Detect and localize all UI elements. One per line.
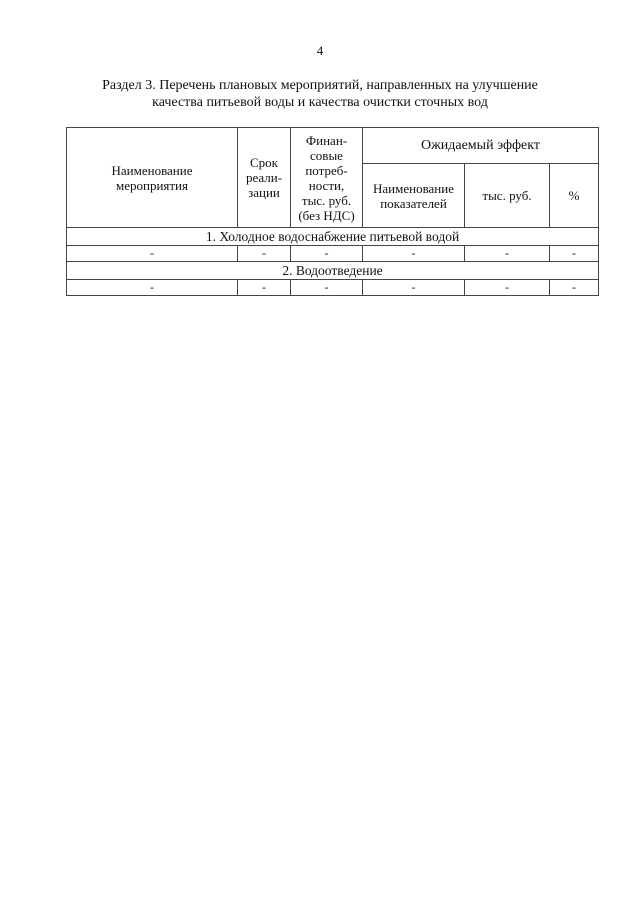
- table-header-row: [67, 128, 599, 164]
- page-number: 4: [316, 43, 324, 58]
- table-cell: -: [363, 280, 465, 296]
- group-title: 2. Водоотведение: [67, 262, 599, 280]
- table-cell: -: [550, 280, 599, 296]
- header-indicator-name: Наименование показателей: [363, 164, 465, 228]
- table-row: [67, 246, 599, 262]
- table-cell: -: [291, 246, 363, 262]
- header-measure-name: Наименование мероприятия: [67, 128, 238, 228]
- section-title-line-2: качества питьевой воды и качества очистки сточных вод: [152, 95, 488, 110]
- table-cell: -: [465, 280, 550, 296]
- section-title: [60, 77, 580, 111]
- section-title-line-1: Раздел 3. Перечень плановых мероприятий, направленных на улучшение: [102, 78, 538, 93]
- planned-measures-table: [66, 127, 599, 296]
- table-cell: -: [465, 246, 550, 262]
- header-term: Срок реали- зации: [238, 128, 291, 228]
- header-financial-needs: Финан- совые потреб- ности, тыс. руб. (без НДС): [291, 128, 363, 228]
- group-row-cold-water: [67, 228, 599, 246]
- table-cell: -: [550, 246, 599, 262]
- table-cell: -: [238, 246, 291, 262]
- header-percent: %: [550, 164, 599, 228]
- table-cell: -: [291, 280, 363, 296]
- table-cell: -: [67, 280, 238, 296]
- table-cell: -: [238, 280, 291, 296]
- table-row: [67, 280, 599, 296]
- group-title: 1. Холодное водоснабжение питьевой водой: [67, 228, 599, 246]
- table-cell: -: [363, 246, 465, 262]
- group-row-wastewater: [67, 262, 599, 280]
- header-thousand-rub: тыс. руб.: [465, 164, 550, 228]
- table-cell: -: [67, 246, 238, 262]
- header-expected-effect: Ожидаемый эффект: [363, 128, 599, 164]
